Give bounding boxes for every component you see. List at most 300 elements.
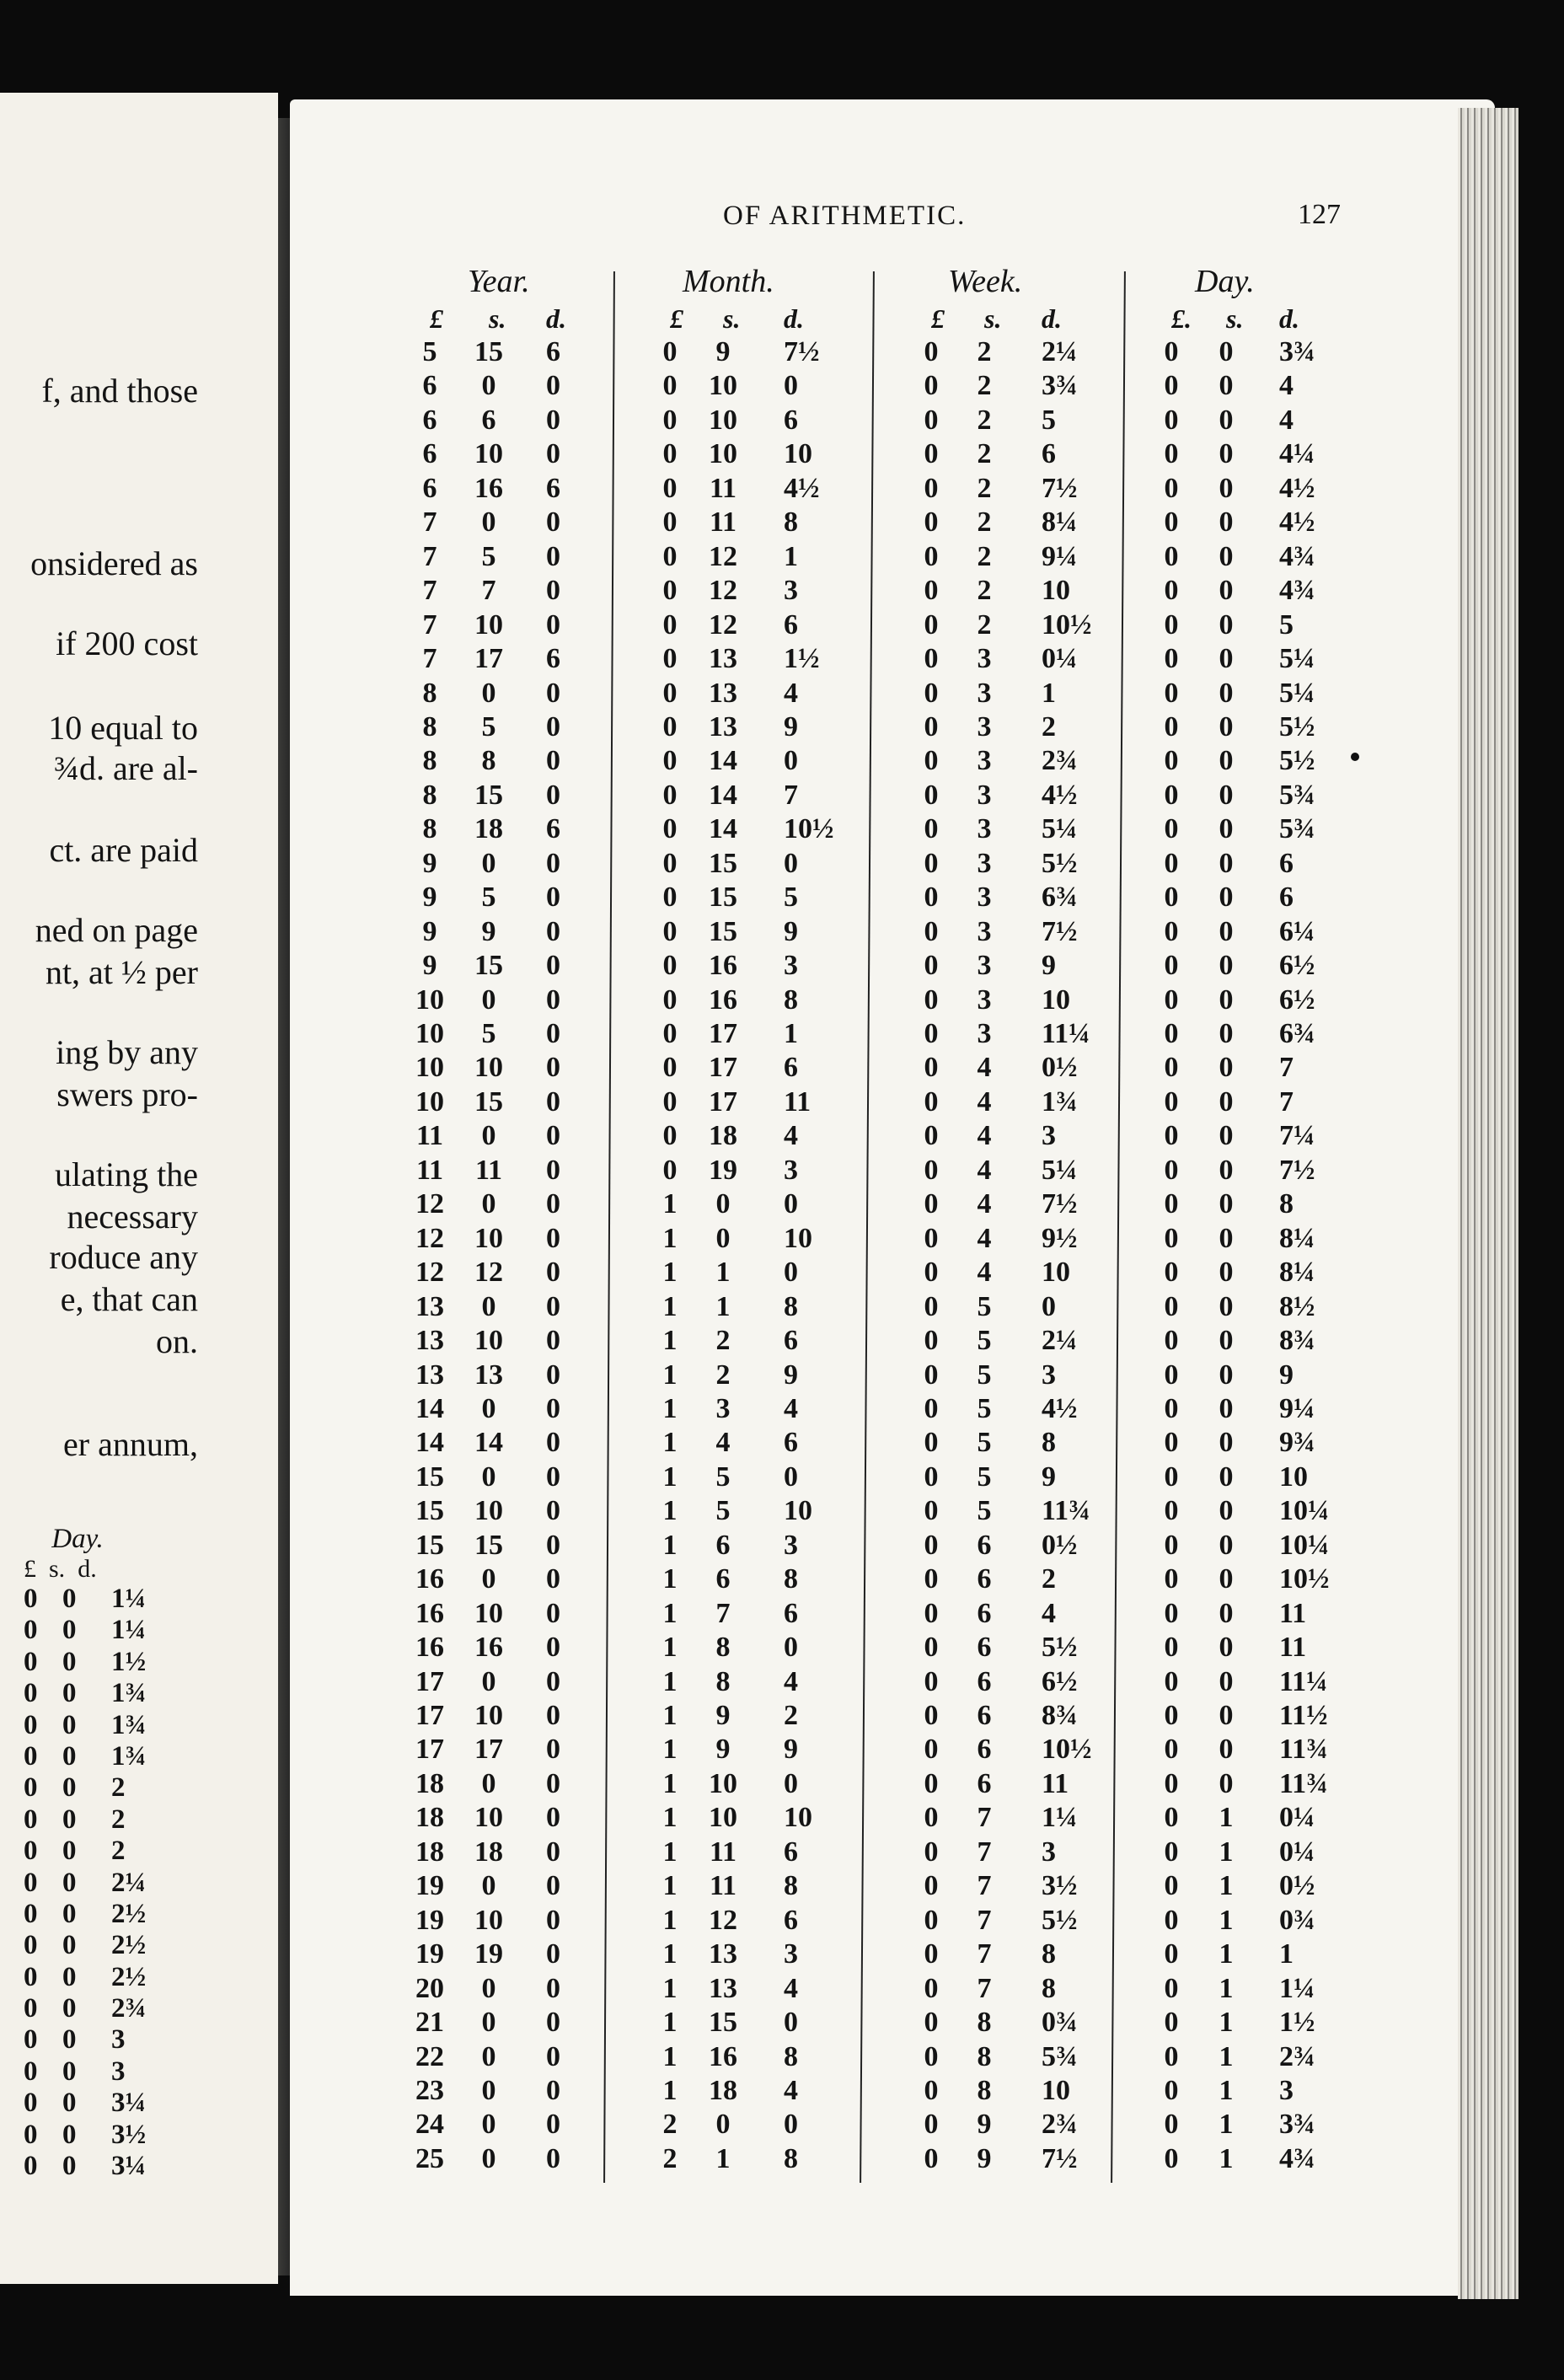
shillings-cell: 19 xyxy=(474,1938,503,1970)
pence-cell: 7 xyxy=(1279,1052,1294,1084)
pence-cell: 0 xyxy=(546,1700,560,1731)
pence-cell: 6¾ xyxy=(1279,1018,1315,1049)
shillings-cell: 0 xyxy=(1219,540,1234,572)
shillings-cell: 9 xyxy=(977,2142,992,2174)
table-row xyxy=(0,1051,1433,1085)
pounds-cell: 0 xyxy=(1164,1325,1179,1357)
pounds-cell: 0 xyxy=(924,1632,939,1664)
table-row xyxy=(0,1767,1433,1801)
shillings-cell: 2 xyxy=(977,507,992,539)
pence-cell: 0 xyxy=(784,1461,798,1493)
pence-cell: 1½ xyxy=(1279,2007,1315,2039)
pounds-cell: 0 xyxy=(924,1461,939,1493)
column-subheader: s. xyxy=(984,303,1002,334)
pence-cell: 0 xyxy=(546,1359,560,1391)
pence-cell: 10½ xyxy=(784,813,834,845)
pounds-cell: 1 xyxy=(662,1836,678,1868)
pounds-cell: 19 xyxy=(415,1938,444,1970)
table-row xyxy=(0,1597,1433,1631)
pounds-cell: 1 xyxy=(662,1972,678,2004)
table-row xyxy=(0,710,1433,744)
pounds-cell: 0 xyxy=(1164,1222,1179,1254)
pence-cell: 8 xyxy=(1042,1938,1056,1970)
table-row xyxy=(0,1392,1433,1426)
shillings-cell: 4 xyxy=(977,1222,992,1254)
pence-cell: 0 xyxy=(546,1904,560,1936)
pounds-cell: 0 xyxy=(662,915,678,947)
table-row xyxy=(0,1359,1433,1392)
pence-cell: 6½ xyxy=(1279,950,1315,982)
pounds-cell: 9 xyxy=(422,847,437,879)
pence-cell: 1¼ xyxy=(111,1584,147,1614)
pounds-cell: 0 xyxy=(1164,1461,1179,1493)
pence-cell: 6¼ xyxy=(1279,915,1315,947)
shillings-cell: 2 xyxy=(977,575,992,607)
shillings-cell: 1 xyxy=(1219,1870,1234,1902)
pence-cell: 0 xyxy=(546,438,560,470)
pounds-cell: 0 xyxy=(662,404,678,436)
pence-cell: 3 xyxy=(784,1529,798,1561)
shillings-cell: 1 xyxy=(1219,1938,1234,1970)
pounds-cell: 0 xyxy=(1164,1052,1179,1084)
shillings-cell: 0 xyxy=(715,1222,731,1254)
pence-cell: 0 xyxy=(546,1120,560,1152)
pence-cell: 0 xyxy=(784,1767,798,1799)
pounds-cell: 0 xyxy=(1164,2007,1179,2039)
table-row xyxy=(0,744,1433,778)
pounds-cell: 2 xyxy=(662,2109,678,2141)
shillings-cell: 3 xyxy=(977,915,992,947)
pounds-cell: 0 xyxy=(924,1870,939,1902)
pounds-cell: 0 xyxy=(1164,1290,1179,1322)
shillings-cell: 0 xyxy=(62,2151,77,2182)
pounds-cell: 1 xyxy=(662,1290,678,1322)
pence-cell: 5 xyxy=(1042,404,1056,436)
pounds-cell: 0 xyxy=(662,745,678,777)
shillings-cell: 0 xyxy=(481,1461,496,1493)
table-row xyxy=(0,984,1433,1017)
pounds-cell: 15 xyxy=(415,1461,444,1493)
shillings-cell: 1 xyxy=(715,2142,731,2174)
shillings-cell: 0 xyxy=(62,1930,77,1961)
pounds-cell: 16 xyxy=(415,1632,444,1664)
pence-cell: 1¾ xyxy=(111,1740,147,1772)
pounds-cell: 0 xyxy=(1164,1085,1179,1118)
left-page-line: swers pro- xyxy=(56,1075,198,1113)
pence-cell: 2 xyxy=(1042,1563,1056,1595)
pence-cell: 0½ xyxy=(1042,1529,1078,1561)
pence-cell: 10 xyxy=(784,1495,812,1527)
pence-cell: 2½ xyxy=(111,1961,147,1992)
pounds-cell: 1 xyxy=(662,1938,678,1970)
shillings-cell: 0 xyxy=(1219,472,1234,504)
shillings-cell: 17 xyxy=(709,1085,737,1118)
shillings-cell: 6 xyxy=(977,1734,992,1766)
pounds-cell: 0 xyxy=(1164,608,1179,641)
column-subheader: s. xyxy=(489,303,506,334)
left-day-title: Day. xyxy=(51,1524,104,1554)
left-page-line: nt, at ½ per xyxy=(45,953,198,991)
shillings-cell: 0 xyxy=(62,1898,77,1929)
pounds-cell: 0 xyxy=(662,950,678,982)
pence-cell: 0¾ xyxy=(1279,1904,1315,1936)
pence-cell: 2 xyxy=(1042,710,1056,742)
shillings-cell: 8 xyxy=(977,2074,992,2106)
pence-cell: 9 xyxy=(784,1359,798,1391)
pence-cell: 6 xyxy=(784,1597,798,1629)
shillings-cell: 6 xyxy=(977,1767,992,1799)
pounds-cell: 10 xyxy=(415,1052,444,1084)
pence-cell: 3 xyxy=(1042,1120,1056,1152)
pence-cell: 0 xyxy=(546,915,560,947)
shillings-cell: 0 xyxy=(1219,1495,1234,1527)
pounds-cell: 0 xyxy=(1164,1359,1179,1391)
pounds-cell: 6 xyxy=(422,472,437,504)
shillings-cell: 5 xyxy=(977,1359,992,1391)
shillings-cell: 0 xyxy=(62,2088,77,2119)
shillings-cell: 0 xyxy=(1219,1529,1234,1561)
pounds-cell: 22 xyxy=(415,2040,444,2072)
pounds-cell: 0 xyxy=(662,1085,678,1118)
pence-cell: 1¼ xyxy=(111,1615,147,1646)
pounds-cell: 0 xyxy=(1164,1904,1179,1936)
pence-cell: 11 xyxy=(1279,1597,1307,1629)
pounds-cell: 0 xyxy=(924,915,939,947)
table-row xyxy=(0,1699,1433,1733)
pence-cell: 8 xyxy=(1042,1427,1056,1459)
pence-cell: 3½ xyxy=(1042,1870,1078,1902)
pence-cell: 0 xyxy=(546,1802,560,1834)
pence-cell: 8 xyxy=(784,1870,798,1902)
pounds-cell: 0 xyxy=(1164,847,1179,879)
pounds-cell: 0 xyxy=(1164,1495,1179,1527)
shillings-cell: 7 xyxy=(977,1870,992,1902)
pounds-cell: 6 xyxy=(422,438,437,470)
pence-cell: 2½ xyxy=(111,1898,147,1929)
pounds-cell: 8 xyxy=(422,745,437,777)
shillings-cell: 0 xyxy=(1219,1632,1234,1664)
pounds-cell: 0 xyxy=(662,813,678,845)
pence-cell: 8 xyxy=(784,507,798,539)
pounds-cell: 25 xyxy=(415,2142,444,2174)
shillings-cell: 2 xyxy=(977,404,992,436)
pence-cell: 0 xyxy=(546,1734,560,1766)
pounds-cell: 1 xyxy=(662,1767,678,1799)
pence-cell: 4 xyxy=(1042,1597,1056,1629)
pence-cell: 1 xyxy=(1042,677,1056,709)
pence-cell: 2¼ xyxy=(1042,336,1078,367)
pounds-cell: 0 xyxy=(924,2142,939,2174)
pence-cell: 7½ xyxy=(784,336,820,367)
pence-cell: 5¾ xyxy=(1279,779,1315,811)
pounds-cell: 0 xyxy=(1164,1870,1179,1902)
pounds-cell: 10 xyxy=(415,1018,444,1049)
shillings-cell: 0 xyxy=(62,2119,77,2150)
pounds-cell: 0 xyxy=(1164,1563,1179,1595)
shillings-cell: 0 xyxy=(1219,643,1234,675)
pence-cell: 3¾ xyxy=(1042,370,1078,402)
shillings-cell: 5 xyxy=(977,1290,992,1322)
pence-cell: 2 xyxy=(111,1836,126,1867)
shillings-cell: 3 xyxy=(977,677,992,709)
table-row xyxy=(0,1836,1433,1869)
shillings-cell: 1 xyxy=(1219,2007,1234,2039)
left-day-sub-pence: d. xyxy=(78,1555,97,1583)
left-page-line: ned on page xyxy=(35,911,198,949)
pounds-cell: 0 xyxy=(1164,1734,1179,1766)
pence-cell: 0 xyxy=(1042,1290,1056,1322)
pounds-cell: 19 xyxy=(415,1870,444,1902)
pounds-cell: 0 xyxy=(1164,677,1179,709)
pounds-cell: 17 xyxy=(415,1665,444,1697)
pounds-cell: 6 xyxy=(422,404,437,436)
pounds-cell: 0 xyxy=(924,1665,939,1697)
table-row xyxy=(0,1290,1433,1324)
pounds-cell: 0 xyxy=(662,1120,678,1152)
shillings-cell: 0 xyxy=(481,1188,496,1220)
pounds-cell: 0 xyxy=(24,2024,38,2056)
pence-cell: 11 xyxy=(784,1085,811,1118)
pence-cell: 6 xyxy=(784,1325,798,1357)
pounds-cell: 0 xyxy=(924,1563,939,1595)
shillings-cell: 0 xyxy=(1219,1461,1234,1493)
pence-cell: 0 xyxy=(546,677,560,709)
pounds-cell: 1 xyxy=(662,1734,678,1766)
pence-cell: 0 xyxy=(546,1870,560,1902)
pence-cell: 10 xyxy=(1042,1257,1070,1289)
pence-cell: 0¾ xyxy=(1042,2007,1078,2039)
pence-cell: 5½ xyxy=(1042,1632,1078,1664)
shillings-cell: 3 xyxy=(977,984,992,1016)
shillings-cell: 18 xyxy=(709,1120,737,1152)
pence-cell: 0 xyxy=(546,1392,560,1424)
pence-cell: 10 xyxy=(784,438,812,470)
pounds-cell: 0 xyxy=(924,847,939,879)
pence-cell: 0 xyxy=(546,1563,560,1595)
pence-cell: 4½ xyxy=(1042,779,1078,811)
table-row xyxy=(0,608,1433,642)
table-row xyxy=(0,2142,1433,2176)
pence-cell: 0 xyxy=(546,2109,560,2141)
shillings-cell: 11 xyxy=(709,507,737,539)
shillings-cell: 18 xyxy=(709,2074,737,2106)
shillings-cell: 7 xyxy=(715,1597,731,1629)
pounds-cell: 0 xyxy=(924,1120,939,1152)
pence-cell: 5¼ xyxy=(1042,1154,1078,1186)
table-row xyxy=(0,1324,1433,1358)
pence-cell: 0 xyxy=(546,370,560,402)
shillings-cell: 12 xyxy=(474,1257,503,1289)
shillings-cell: 0 xyxy=(1219,1052,1234,1084)
table-row xyxy=(0,404,1433,437)
pence-cell: 0 xyxy=(546,1938,560,1970)
shillings-cell: 0 xyxy=(62,1678,77,1709)
pence-cell: 0 xyxy=(546,1529,560,1561)
pence-cell: 0 xyxy=(784,1188,798,1220)
pounds-cell: 13 xyxy=(415,1359,444,1391)
pence-cell: 6½ xyxy=(1042,1665,1078,1697)
pence-cell: 7½ xyxy=(1042,472,1078,504)
pence-cell: 3 xyxy=(784,1938,798,1970)
pounds-cell: 17 xyxy=(415,1734,444,1766)
shillings-cell: 17 xyxy=(709,1052,737,1084)
shillings-cell: 1 xyxy=(715,1290,731,1322)
shillings-cell: 7 xyxy=(977,1802,992,1834)
shillings-cell: 5 xyxy=(481,540,496,572)
shillings-cell: 0 xyxy=(1219,710,1234,742)
left-page-line: on. xyxy=(156,1322,198,1360)
pounds-cell: 8 xyxy=(422,813,437,845)
pounds-cell: 0 xyxy=(1164,2109,1179,2141)
shillings-cell: 0 xyxy=(481,507,496,539)
pence-cell: 0 xyxy=(546,1052,560,1084)
pence-cell: 0 xyxy=(546,540,560,572)
table-row xyxy=(0,1426,1433,1460)
pence-cell: 5¾ xyxy=(1042,2040,1078,2072)
pounds-cell: 0 xyxy=(924,1018,939,1049)
pence-cell: 0 xyxy=(546,1836,560,1868)
pounds-cell: 0 xyxy=(924,984,939,1016)
page-edges xyxy=(1458,108,1518,2299)
shillings-cell: 4 xyxy=(977,1085,992,1118)
shillings-cell: 15 xyxy=(474,1085,503,1118)
pounds-cell: 23 xyxy=(415,2074,444,2106)
pounds-cell: 1 xyxy=(662,1700,678,1731)
pence-cell: 3 xyxy=(784,1154,798,1186)
pounds-cell: 0 xyxy=(24,1804,38,1835)
pounds-cell: 0 xyxy=(1164,710,1179,742)
shillings-cell: 11 xyxy=(709,472,737,504)
table-row xyxy=(0,1187,1433,1221)
shillings-cell: 0 xyxy=(481,2040,496,2072)
pence-cell: 11¾ xyxy=(1042,1495,1090,1527)
pence-cell: 9¼ xyxy=(1279,1392,1315,1424)
pounds-cell: 0 xyxy=(924,950,939,982)
shillings-cell: 6 xyxy=(977,1529,992,1561)
pounds-cell: 0 xyxy=(924,813,939,845)
pounds-cell: 1 xyxy=(662,1392,678,1424)
pounds-cell: 0 xyxy=(924,1700,939,1731)
running-head: OF ARITHMETIC. xyxy=(723,201,967,231)
pounds-cell: 0 xyxy=(1164,2040,1179,2072)
pence-cell: 0 xyxy=(546,2142,560,2174)
pence-cell: 2½ xyxy=(111,1930,147,1961)
pence-cell: 0 xyxy=(546,984,560,1016)
pounds-cell: 0 xyxy=(24,1867,38,1898)
shillings-cell: 2 xyxy=(977,438,992,470)
shillings-cell: 6 xyxy=(977,1563,992,1595)
pounds-cell: 7 xyxy=(422,643,437,675)
shillings-cell: 5 xyxy=(977,1495,992,1527)
shillings-cell: 1 xyxy=(1219,1972,1234,2004)
pence-cell: 1½ xyxy=(111,1646,147,1677)
shillings-cell: 0 xyxy=(481,1563,496,1595)
pounds-cell: 0 xyxy=(24,2151,38,2182)
pounds-cell: 0 xyxy=(924,1188,939,1220)
pounds-cell: 0 xyxy=(924,1427,939,1459)
pence-cell: 8 xyxy=(1042,1972,1056,2004)
pounds-cell: 0 xyxy=(24,2119,38,2150)
pounds-cell: 0 xyxy=(1164,2142,1179,2174)
pence-cell: 0 xyxy=(546,882,560,914)
pence-cell: 6 xyxy=(784,1836,798,1868)
pounds-cell: 0 xyxy=(924,1392,939,1424)
shillings-cell: 0 xyxy=(481,847,496,879)
table-row xyxy=(0,369,1433,403)
shillings-cell: 0 xyxy=(1219,1325,1234,1357)
shillings-cell: 0 xyxy=(1219,813,1234,845)
shillings-cell: 11 xyxy=(709,1836,737,1868)
pounds-cell: 0 xyxy=(924,1904,939,1936)
shillings-cell: 10 xyxy=(474,1052,503,1084)
pounds-cell: 11 xyxy=(415,1154,444,1186)
shillings-cell: 17 xyxy=(709,1018,737,1049)
pounds-cell: 0 xyxy=(924,2007,939,2039)
pounds-cell: 0 xyxy=(1164,1665,1179,1697)
pounds-cell: 0 xyxy=(924,1359,939,1391)
shillings-cell: 5 xyxy=(977,1461,992,1493)
shillings-cell: 6 xyxy=(977,1665,992,1697)
shillings-cell: 7 xyxy=(977,1972,992,2004)
pence-cell: 4¾ xyxy=(1279,575,1315,607)
shillings-cell: 4 xyxy=(977,1188,992,1220)
pounds-cell: 0 xyxy=(1164,1767,1179,1799)
pence-cell: 10 xyxy=(784,1802,812,1834)
pounds-cell: 16 xyxy=(415,1563,444,1595)
shillings-cell: 0 xyxy=(1219,950,1234,982)
left-day-sub-pounds: £ xyxy=(24,1555,36,1583)
pounds-cell: 0 xyxy=(1164,507,1179,539)
pounds-cell: 0 xyxy=(924,779,939,811)
column-title: Week. xyxy=(948,264,1023,299)
pounds-cell: 1 xyxy=(662,1632,678,1664)
pence-cell: 0 xyxy=(546,710,560,742)
pence-cell: 0 xyxy=(546,745,560,777)
pence-cell: 1 xyxy=(784,1018,798,1049)
table-row xyxy=(0,1904,1433,1938)
pence-cell: 0 xyxy=(546,608,560,641)
shillings-cell: 5 xyxy=(977,1325,992,1357)
table-row xyxy=(0,1085,1433,1119)
shillings-cell: 1 xyxy=(1219,2142,1234,2174)
pence-cell: 0 xyxy=(546,404,560,436)
pounds-cell: 0 xyxy=(924,2074,939,2106)
shillings-cell: 13 xyxy=(474,1359,503,1391)
shillings-cell: 0 xyxy=(62,1646,77,1677)
shillings-cell: 16 xyxy=(474,1632,503,1664)
shillings-cell: 15 xyxy=(474,779,503,811)
pence-cell: 10¼ xyxy=(1279,1495,1330,1527)
pounds-cell: 0 xyxy=(1164,1700,1179,1731)
left-page-line: ing by any xyxy=(56,1033,198,1071)
pence-cell: 0 xyxy=(546,1597,560,1629)
pounds-cell: 0 xyxy=(24,1646,38,1677)
pence-cell: 3¼ xyxy=(111,2151,147,2182)
pounds-cell: 1 xyxy=(662,1665,678,1697)
pounds-cell: 0 xyxy=(924,608,939,641)
left-page-line: 10 equal to xyxy=(48,709,198,747)
pence-cell: 6 xyxy=(1279,847,1294,879)
pence-cell: 0 xyxy=(546,1257,560,1289)
table-row xyxy=(0,2074,1433,2108)
pounds-cell: 0 xyxy=(924,882,939,914)
pounds-cell: 1 xyxy=(662,1495,678,1527)
shillings-cell: 12 xyxy=(709,540,737,572)
pounds-cell: 0 xyxy=(924,507,939,539)
shillings-cell: 4 xyxy=(977,1052,992,1084)
column-subheader: d. xyxy=(1042,303,1062,334)
pence-cell: 5¾ xyxy=(1279,813,1315,845)
